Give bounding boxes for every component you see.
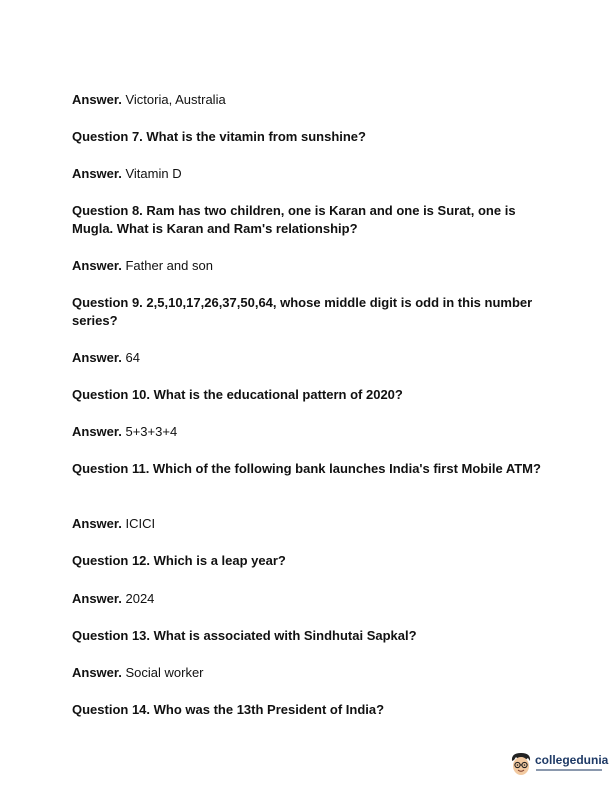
answer-label: Answer. (72, 166, 122, 181)
answer-label: Answer. (72, 92, 122, 107)
answer-label: Answer. (72, 591, 122, 606)
answer-line (72, 423, 544, 441)
mascot-icon (509, 751, 533, 779)
answer-text: ICICI (125, 516, 156, 531)
question-13: Question 13. What is associated with Sindhutai Sapkal? (72, 628, 417, 643)
logo-wordmark: collegedunia (535, 753, 609, 767)
answer-line (72, 165, 544, 183)
answer-text: 5+3+3+4 (125, 424, 178, 439)
answer-text: Vitamin D (125, 166, 182, 181)
answer-text: 2024 (125, 591, 155, 606)
question-14: Question 14. Who was the 13th President of India? (72, 702, 385, 717)
question-10: Question 10. What is the educational pattern of 2020? (72, 387, 403, 402)
answer-line (72, 257, 544, 275)
question-9: Question 9. 2,5,10,17,26,37,50,64, whose middle digit is odd in this number series? (72, 295, 533, 328)
answer-line (72, 664, 544, 682)
collegedunia-logo (509, 751, 609, 781)
answer-text: 64 (125, 350, 140, 365)
answer-line (72, 515, 544, 533)
answer-label: Answer. (72, 516, 122, 531)
answer-line (72, 91, 544, 109)
question-8: Question 8. Ram has two children, one is Karan and one is Surat, one is Mugla. What is Karan and Ram's relationship? (72, 203, 516, 236)
answer-label: Answer. (72, 424, 122, 439)
answer-text: Victoria, Australia (125, 92, 226, 107)
question-11: Question 11. Which of the following bank launches India's first Mobile ATM? (72, 461, 541, 476)
answer-label: Answer. (72, 350, 122, 365)
answer-line (72, 590, 544, 608)
answer-label: Answer. (72, 665, 122, 680)
answer-text: Father and son (125, 258, 213, 273)
question-12: Question 12. Which is a leap year? (72, 553, 286, 568)
question-7: Question 7. What is the vitamin from sunshine? (72, 129, 366, 144)
logo-tagline (536, 769, 602, 771)
answer-line (72, 349, 544, 367)
answer-text: Social worker (125, 665, 204, 680)
answer-label: Answer. (72, 258, 122, 273)
